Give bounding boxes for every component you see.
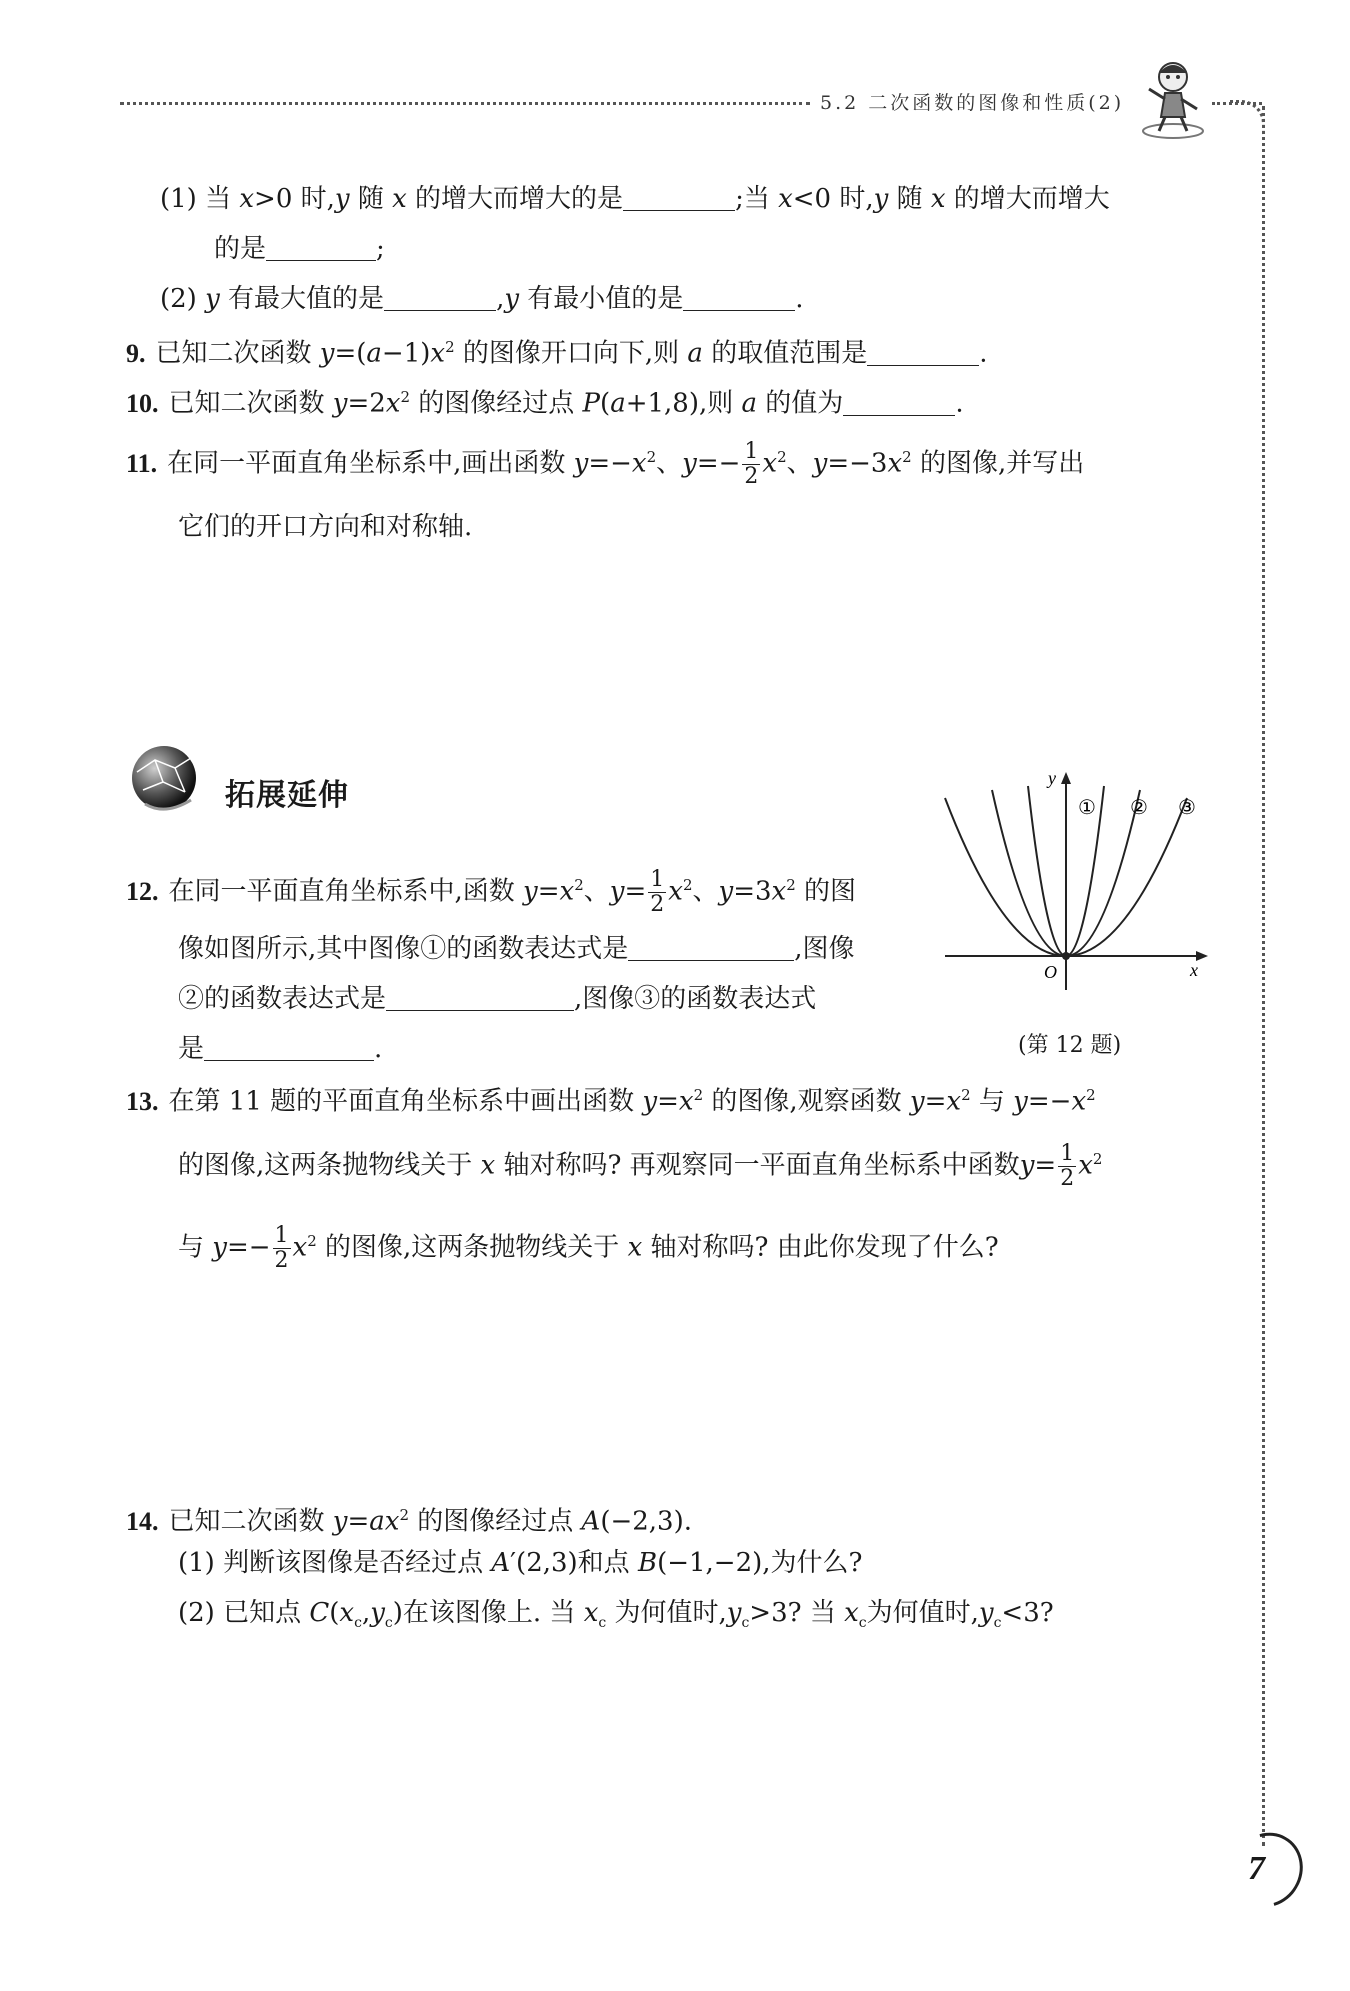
page-right-border <box>1262 106 1265 1846</box>
origin-label: O <box>1044 962 1057 982</box>
globe-icon <box>125 742 203 820</box>
figure-caption: (第 12 题) <box>1018 1033 1122 1058</box>
y-axis-label: y <box>1048 770 1056 788</box>
header-title: 5.2 二次函数的图像和性质(2) <box>820 92 1125 114</box>
q8-part2: (2) y 有最大值的是 ,y 有最小值的是 . <box>160 284 804 314</box>
question-11-line2: 它们的开口方向和对称轴. <box>178 512 473 542</box>
question-12-line3: ②的函数表达式是 ,图像③的函数表达式 <box>178 984 817 1014</box>
question-10: 10. 已知二次函数 $y=2x^2$ 的图像经过点 P(a+1,8),则 a 的值为 . <box>126 388 964 419</box>
question-12: 12. 在同一平面直角坐标系中,函数 $y=x^2$、y= $\frac{1}{2}$ $x^2$、$y=3x^2$ 的图 <box>126 867 857 918</box>
section-title: 拓展延伸 <box>225 778 349 813</box>
question-14: 14. 已知二次函数 $y=ax^2$ 的图像经过点 A(−2,3). <box>126 1506 692 1537</box>
question-12-line2: 像如图所示,其中图像①的函数表达式是 ,图像 <box>178 934 855 964</box>
parabola-figure <box>940 770 1215 995</box>
fraction-half: $\frac{1}{2}$ <box>650 867 665 918</box>
question-14-part1: (1) 判断该图像是否经过点 A′(2,3)和点 B(−1,−2),为什么? <box>178 1548 863 1578</box>
answer-blank[interactable] <box>843 389 955 416</box>
q8-part1-line2: 的是 ; <box>214 234 385 264</box>
fraction-half: $\frac{1}{2}$ <box>1060 1141 1075 1192</box>
page-number-arc <box>1218 1820 1317 1921</box>
question-9: 9. 已知二次函数 $y=(a-1)x^2$ 的图像开口向下,则 a 的取值范围是 . <box>126 338 988 369</box>
q8-part1-line1: (1) 当 x>0 时,y 随 x 的增大而增大的是 ;当 x<0 时,y 随 x 的增大而增大 <box>160 184 1110 214</box>
curve-label-2: ② <box>1130 795 1148 819</box>
answer-blank[interactable] <box>867 339 979 366</box>
question-14-part2: (2) 已知点 $C(x_c,y_c)$在该图像上. 当 $x_c$ 为何值时$,y_c>3$? 当 $x_c$为何值时$,y_c<3$? <box>178 1598 1054 1632</box>
answer-blank[interactable] <box>628 934 794 961</box>
answer-blank[interactable] <box>204 1034 374 1061</box>
page-corner-border <box>1230 100 1265 135</box>
question-13: 13. 在第 11 题的平面直角坐标系中画出函数 $y=x^2$ 的图像,观察函数 $y=x^2$ 与 $y=-x^2$ <box>126 1086 1096 1117</box>
answer-blank[interactable] <box>683 284 795 311</box>
header-dotted-line <box>120 102 810 105</box>
question-13-line2: 的图像,这两条抛物线关于 x 轴对称吗? 再观察同一平面直角坐标系中函数y= $\frac{1}{2}$ $x^2$ <box>178 1141 1103 1192</box>
fraction-half: $\frac{1}{2}$ <box>274 1223 289 1274</box>
question-13-line3: 与 y=− $\frac{1}{2}$ $x^2$ 的图像,这两条抛物线关于 x 轴对称吗? 由此你发现了什么? <box>178 1223 999 1274</box>
answer-blank[interactable] <box>623 184 735 211</box>
mascot-icon <box>1135 55 1210 140</box>
fraction-half: $\frac{1}{2}$ <box>744 439 759 490</box>
page-number: 7 <box>1248 1850 1265 1887</box>
y-axis-arrow <box>1061 772 1071 784</box>
x-axis-label: x <box>1190 960 1198 980</box>
question-12-line4: 是 . <box>178 1034 383 1064</box>
answer-blank[interactable] <box>386 984 574 1011</box>
question-11: 11. 在同一平面直角坐标系中,画出函数 $y=-x^2$、y=− $\frac{1}{2}$ $x^2$、$y=-3x^2$ 的图像,并写出 <box>126 439 1085 490</box>
curve-label-1: ① <box>1078 795 1096 819</box>
curve-label-3: ③ <box>1178 795 1196 819</box>
answer-blank[interactable] <box>384 284 496 311</box>
answer-blank[interactable] <box>266 234 376 261</box>
